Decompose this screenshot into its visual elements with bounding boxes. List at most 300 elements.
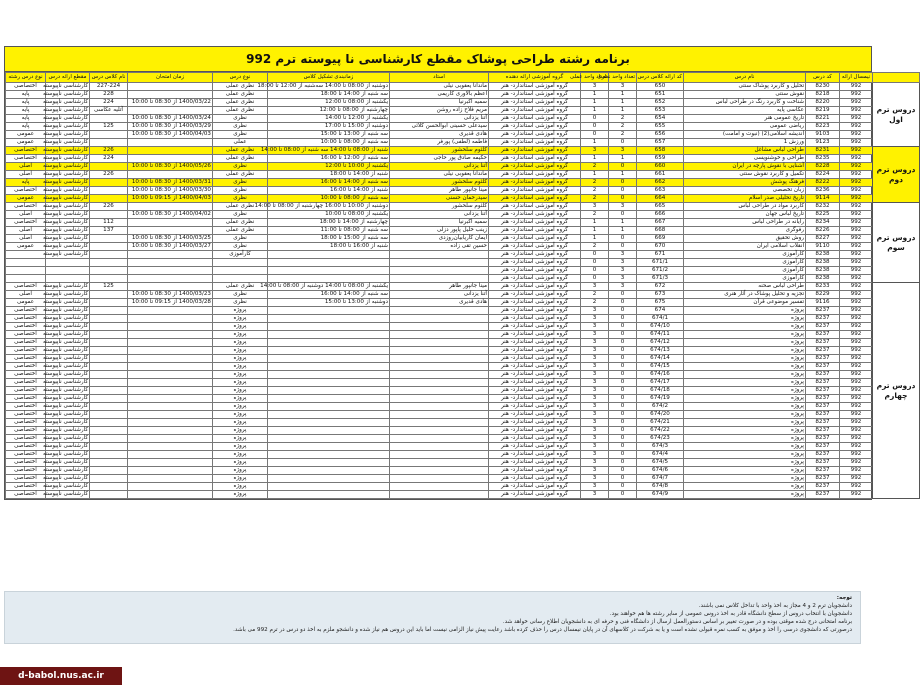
classroom-cell	[90, 243, 128, 251]
instructor-cell	[390, 347, 489, 355]
theory-units-cell: 3	[609, 267, 637, 275]
course-code-cell: 8237	[806, 451, 840, 459]
department-cell: گروه آموزشی استاندارد- هنر	[489, 115, 581, 123]
field-course-type-cell: اختصاصی	[6, 411, 46, 419]
classroom-cell	[90, 291, 128, 299]
table-row	[6, 395, 920, 403]
exam-time-cell	[128, 475, 213, 483]
instructor-cell: ماندانا یعقوبی نیلی	[390, 83, 489, 91]
department-cell: گروه آموزشی استاندارد- هنر	[489, 435, 581, 443]
class-code-cell: 672	[637, 283, 684, 291]
instructor-cell: سمیه اکبرنیا	[390, 99, 489, 107]
semester-cell: 992	[840, 427, 873, 435]
course-name-cell: تاریخ عمومی هنر	[684, 115, 806, 123]
course-type-cell: پروژه	[213, 355, 268, 363]
instructor-cell	[390, 483, 489, 491]
instructor-cell	[390, 323, 489, 331]
course-code-cell: 9123	[806, 139, 840, 147]
schedule-cell: یکشنبه از 08:00 تا 12:00	[268, 99, 390, 107]
table-row	[6, 467, 920, 475]
field-course-type-cell: اختصاصی	[6, 315, 46, 323]
schedule-cell: شنبه از 14:00 تا 18:00	[268, 171, 390, 179]
exam-time-cell: 1400/04/03 از 08:30 تا 10:00	[128, 131, 213, 139]
class-code-cell: 652	[637, 99, 684, 107]
department-cell: گروه آموزشی استاندارد- هنر	[489, 331, 581, 339]
table-row	[6, 115, 920, 123]
course-name-cell: عکاسی پایه	[684, 107, 806, 115]
exam-time-cell	[128, 171, 213, 179]
semester-cell: 992	[840, 131, 873, 139]
practical-units-cell: 3	[581, 363, 609, 371]
schedule-cell	[268, 395, 390, 403]
table-row	[6, 259, 920, 267]
semester-cell: 992	[840, 483, 873, 491]
semester-cell: 992	[840, 243, 873, 251]
class-code-cell: 673	[637, 291, 684, 299]
instructor-cell: هادی قدیری	[390, 131, 489, 139]
instructor-cell	[390, 315, 489, 323]
field-course-type-cell: اختصاصی	[6, 187, 46, 195]
course-code-cell: 8237	[806, 371, 840, 379]
classroom-cell: 226	[90, 171, 128, 179]
schedule-cell: دوشنبه از 15:00 تا 17:00	[268, 123, 390, 131]
course-type-cell: نظری عملی	[213, 219, 268, 227]
class-code-cell: 674/1	[637, 315, 684, 323]
class-code-cell: 674	[637, 307, 684, 315]
table-row	[6, 99, 920, 107]
classroom-cell	[90, 459, 128, 467]
table-row	[6, 451, 920, 459]
course-type-cell: پروژه	[213, 323, 268, 331]
course-type-cell: پروژه	[213, 403, 268, 411]
field-course-type-cell: اختصاصی	[6, 147, 46, 155]
semester-cell: 992	[840, 235, 873, 243]
schedule-cell: سه شنبه از 14:00 تا 16:00	[268, 179, 390, 187]
classroom-cell	[90, 259, 128, 267]
course-name-cell: طراحی لباس مشاغل	[684, 147, 806, 155]
degree-level-cell: کارشناسی ناپیوسته	[42, 491, 88, 497]
exam-time-cell	[128, 259, 213, 267]
semester-cell: 992	[840, 83, 873, 91]
practical-units-cell: 2	[581, 243, 609, 251]
department-cell: گروه آموزشی استاندارد- هنر	[489, 235, 581, 243]
course-type-cell: نظری	[213, 187, 268, 195]
class-code-cell: 674/12	[637, 339, 684, 347]
degree-level-cell: کارشناسی ناپیوسته	[42, 219, 88, 225]
schedule-cell: چهارشنبه از 14:00 تا 18:00	[268, 219, 390, 227]
class-code-cell: 674/18	[637, 387, 684, 395]
instructor-cell	[390, 427, 489, 435]
schedule-cell	[268, 419, 390, 427]
table-row	[6, 299, 920, 307]
theory-units-cell: 0	[609, 419, 637, 427]
exam-time-cell	[128, 155, 213, 163]
class-code-cell: 674/6	[637, 467, 684, 475]
class-code-cell: 667	[637, 219, 684, 227]
theory-units-cell: 0	[609, 307, 637, 315]
table-row	[6, 427, 920, 435]
course-code-cell: 8237	[806, 347, 840, 355]
field-course-type-cell: اصلی	[6, 171, 46, 179]
field-course-type-cell: اختصاصی	[6, 403, 46, 411]
department-cell: گروه آموزشی استاندارد- هنر	[489, 451, 581, 459]
field-course-type-cell: اختصاصی	[6, 331, 46, 339]
field-course-type-cell: اختصاصی	[6, 339, 46, 347]
instructor-cell: مینا جانپور طاهر	[390, 283, 489, 291]
exam-time-cell	[128, 355, 213, 363]
course-name-cell: پروژه	[684, 387, 806, 395]
table-row	[6, 403, 920, 411]
schedule-cell	[268, 459, 390, 467]
degree-level-cell: کارشناسی ناپیوسته	[42, 139, 88, 145]
practical-units-cell: 3	[581, 459, 609, 467]
instructor-cell: حکیمه صادق پور حاجی	[390, 155, 489, 163]
class-code-cell: 674/5	[637, 459, 684, 467]
exam-time-cell	[128, 275, 213, 283]
classroom-cell	[90, 131, 128, 139]
table-row	[6, 83, 920, 91]
instructor-cell: ماندانا یعقوبی نیلی	[390, 171, 489, 179]
course-type-cell: نظری عملی	[213, 203, 268, 211]
classroom-cell	[90, 443, 128, 451]
course-code-cell: 8237	[806, 467, 840, 475]
theory-units-cell: 0	[609, 451, 637, 459]
schedule-cell: دوشنبه از 08:00 تا 14:00 سه‌شنبه از 12:00 تا 18:00	[257, 83, 388, 89]
classroom-cell: 137	[90, 227, 128, 235]
degree-level-cell: کارشناسی ناپیوسته	[42, 187, 88, 193]
course-name-cell: زبان تخصصی	[684, 187, 806, 195]
table-row	[6, 251, 920, 259]
practical-units-cell: 3	[581, 387, 609, 395]
schedule-cell	[268, 491, 390, 499]
semester-cell: 992	[840, 291, 873, 299]
class-code-cell: 675	[637, 299, 684, 307]
course-type-cell: نظری عملی	[213, 83, 268, 91]
degree-level-cell: کارشناسی ناپیوسته	[42, 227, 88, 233]
class-code-cell: 662	[637, 179, 684, 187]
table-row	[6, 379, 920, 387]
department-cell: گروه آموزشی استاندارد- هنر	[489, 83, 581, 91]
department-cell: گروه آموزشی استاندارد- هنر	[489, 251, 581, 259]
class-code-cell: 671/2	[637, 267, 684, 275]
theory-units-cell: 0	[609, 195, 637, 203]
course-code-cell: 9103	[806, 131, 840, 139]
department-cell: گروه آموزشی استاندارد- هنر	[489, 99, 581, 107]
practical-units-cell: 1	[581, 219, 609, 227]
note-line: دانشجویان با انتخاب دروس از سطح دانشگاه قادر به اخذ دروس عمومی از سایر رشته ها هم خواهند بود.	[609, 611, 852, 617]
semester-cell: 992	[840, 139, 873, 147]
department-cell: گروه آموزشی استاندارد- هنر	[489, 339, 581, 347]
theory-units-cell: 0	[609, 403, 637, 411]
degree-level-cell: کارشناسی ناپیوسته	[42, 147, 88, 153]
schedule-cell: سه شنبه از 08:00 تا 10:00	[268, 139, 390, 147]
instructor-cell	[390, 355, 489, 363]
table-row	[6, 387, 920, 395]
semester-cell: 992	[840, 419, 873, 427]
course-type-cell: نظری عملی	[213, 155, 268, 163]
class-code-cell: 671/1	[637, 259, 684, 267]
course-code-cell: 8237	[806, 411, 840, 419]
class-code-cell: 658	[637, 147, 684, 155]
degree-level-cell: کارشناسی ناپیوسته	[42, 163, 88, 169]
course-name-cell: پروژه	[684, 467, 806, 475]
practical-units-cell: 3	[581, 475, 609, 483]
instructor-cell: زینب خلیل پاپور دزلی	[390, 227, 489, 235]
table-row	[6, 475, 920, 483]
degree-level-cell: کارشناسی ناپیوسته	[42, 91, 88, 97]
degree-level-cell: کارشناسی ناپیوسته	[42, 299, 88, 305]
column-header: زمانبندی تشکیل کلاس	[268, 73, 390, 83]
degree-level-cell: کارشناسی ناپیوسته	[42, 395, 88, 401]
classroom-cell	[90, 307, 128, 315]
theory-units-cell: 0	[609, 459, 637, 467]
classroom-cell	[90, 315, 128, 323]
term-label: دروس ترم سوم	[873, 203, 920, 283]
theory-units-cell: 3	[609, 259, 637, 267]
theory-units-cell: 0	[609, 315, 637, 323]
theory-units-cell: 0	[609, 435, 637, 443]
course-code-cell: 8224	[806, 171, 840, 179]
schedule-cell	[268, 347, 390, 355]
schedule-cell	[268, 443, 390, 451]
exam-time-cell	[128, 427, 213, 435]
practical-units-cell: 0	[581, 259, 609, 267]
degree-level-cell: کارشناسی ناپیوسته	[42, 115, 88, 121]
practical-units-cell: 3	[581, 315, 609, 323]
course-type-cell: پروژه	[213, 331, 268, 339]
degree-level-cell: کارشناسی ناپیوسته	[42, 419, 88, 425]
course-code-cell: 8237	[806, 443, 840, 451]
table-row	[6, 267, 920, 275]
schedule-cell: یکشنبه از 08:00 تا 10:00	[268, 211, 390, 219]
classroom-cell	[90, 195, 128, 203]
degree-level-cell	[46, 275, 90, 283]
course-type-cell: پروژه	[213, 491, 268, 499]
semester-cell: 992	[840, 107, 873, 115]
field-course-type-cell: اختصاصی	[6, 467, 46, 475]
exam-time-cell	[128, 307, 213, 315]
practical-units-cell: 3	[581, 147, 609, 155]
course-code-cell: 8237	[806, 459, 840, 467]
column-header: نام درس	[684, 73, 806, 83]
table-row	[6, 355, 920, 363]
course-type-cell: پروژه	[213, 371, 268, 379]
class-code-cell: 664	[637, 195, 684, 203]
schedule-cell	[268, 331, 390, 339]
table-row	[6, 315, 920, 323]
theory-units-cell: 3	[609, 147, 637, 155]
class-code-cell: 671/3	[637, 275, 684, 283]
exam-time-cell: 1400/03/23 از 08:30 تا 10:00	[128, 291, 213, 299]
degree-level-cell: کارشناسی ناپیوسته	[42, 331, 88, 337]
classroom-cell	[90, 419, 128, 427]
class-code-cell: 650	[637, 83, 684, 91]
exam-time-cell	[128, 379, 213, 387]
column-header: نام کلاس درس	[90, 73, 128, 83]
schedule-cell	[268, 259, 390, 267]
classroom-cell	[90, 427, 128, 435]
instructor-cell	[390, 331, 489, 339]
field-course-type-cell: اختصاصی	[6, 323, 46, 331]
class-code-cell: 653	[637, 107, 684, 115]
classroom-cell	[90, 435, 128, 443]
course-type-cell: پروژه	[213, 347, 268, 355]
course-type-cell: پروژه	[213, 307, 268, 315]
course-code-cell: 8234	[806, 219, 840, 227]
practical-units-cell: 3	[581, 443, 609, 451]
schedule-cell: یکشنبه از 10:00 تا 12:00	[268, 163, 390, 171]
practical-units-cell: 3	[581, 403, 609, 411]
exam-time-cell	[128, 483, 213, 491]
practical-units-cell: 3	[581, 283, 609, 291]
table-row	[6, 307, 920, 315]
semester-cell: 992	[840, 347, 873, 355]
table-row	[6, 243, 920, 251]
class-code-cell: 671	[637, 251, 684, 259]
practical-units-cell: 1	[581, 91, 609, 99]
field-course-type-cell	[6, 251, 46, 259]
classroom-cell	[90, 323, 128, 331]
practical-units-cell: 1	[581, 107, 609, 115]
class-code-cell: 674/9	[637, 491, 684, 499]
column-header: تعداد واحد نظری	[609, 73, 637, 83]
exam-time-cell	[128, 227, 213, 235]
course-name-cell: پروژه	[684, 403, 806, 411]
table-row	[6, 283, 920, 291]
course-type-cell: پروژه	[213, 459, 268, 467]
theory-units-cell: 0	[609, 467, 637, 475]
course-code-cell: 8237	[806, 435, 840, 443]
schedule-sheet	[4, 46, 916, 500]
classroom-cell	[90, 379, 128, 387]
theory-units-cell: 0	[609, 411, 637, 419]
class-code-cell: 651	[637, 91, 684, 99]
exam-time-cell: 1400/03/31 از 08:30 تا 10:00	[128, 179, 213, 187]
class-code-cell: 655	[637, 123, 684, 131]
department-cell: گروه آموزشی استاندارد- هنر	[489, 491, 581, 499]
exam-time-cell	[128, 347, 213, 355]
classroom-cell: 227-224	[90, 83, 128, 91]
semester-cell: 992	[840, 435, 873, 443]
course-type-cell: پروژه	[213, 379, 268, 387]
course-code-cell: 8235	[806, 155, 840, 163]
course-name-cell: پروژه	[684, 315, 806, 323]
theory-units-cell: 1	[609, 99, 637, 107]
practical-units-cell: 3	[581, 347, 609, 355]
theory-units-cell: 0	[609, 387, 637, 395]
course-code-cell: 8225	[806, 211, 840, 219]
degree-level-cell: کارشناسی ناپیوسته	[42, 171, 88, 177]
semester-cell: 992	[840, 147, 873, 155]
instructor-cell: کلثوم سلحشور	[390, 147, 489, 155]
class-code-cell: 674/3	[637, 443, 684, 451]
instructor-cell	[390, 443, 489, 451]
schedule-cell	[268, 323, 390, 331]
course-name-cell: ریاضی عمومی	[684, 123, 806, 131]
classroom-cell	[90, 251, 128, 259]
course-code-cell: 8237	[806, 427, 840, 435]
course-type-cell: نظری	[213, 291, 268, 299]
instructor-cell	[390, 451, 489, 459]
exam-time-cell	[128, 491, 213, 499]
theory-units-cell: 0	[609, 235, 637, 243]
theory-units-cell: 0	[609, 363, 637, 371]
course-name-cell: طراحی لباس صحنه	[684, 283, 806, 291]
field-course-type-cell: اختصاصی	[6, 419, 46, 427]
practical-units-cell: 1	[581, 227, 609, 235]
theory-units-cell: 1	[609, 219, 637, 227]
department-cell: گروه آموزشی استاندارد- هنر	[489, 187, 581, 195]
semester-cell: 992	[840, 155, 873, 163]
schedule-cell	[268, 379, 390, 387]
degree-level-cell: کارشناسی ناپیوسته	[42, 291, 88, 297]
notes-heading: توجه:	[836, 595, 852, 601]
course-name-cell: کاربرد مواد در طراحی لباس	[684, 203, 806, 211]
practical-units-cell: 0	[581, 123, 609, 131]
course-code-cell: 8219	[806, 107, 840, 115]
exam-time-cell	[128, 411, 213, 419]
course-code-cell: 8218	[806, 91, 840, 99]
field-course-type-cell: اختصاصی	[6, 307, 46, 315]
term-label: دروس ترم دوم	[873, 147, 920, 203]
course-name-cell: پروژه	[684, 307, 806, 315]
degree-level-cell: کارشناسی ناپیوسته	[42, 459, 88, 465]
site-watermark[interactable]: d-babol.nus.ac.ir	[0, 667, 122, 685]
table-row	[6, 227, 920, 235]
course-type-cell: پروژه	[213, 411, 268, 419]
course-type-cell: پروژه	[213, 387, 268, 395]
department-cell: گروه آموزشی استاندارد- هنر	[489, 107, 581, 115]
course-name-cell: تفسیر موضوعی قرآن	[684, 299, 806, 307]
course-type-cell: نظری	[213, 299, 268, 307]
classroom-cell	[90, 403, 128, 411]
field-course-type-cell: اختصاصی	[6, 483, 46, 491]
practical-units-cell: 3	[581, 203, 609, 211]
field-course-type-cell: اختصاصی	[6, 371, 46, 379]
exam-time-cell	[128, 459, 213, 467]
exam-time-cell	[128, 451, 213, 459]
instructor-cell: سمیه اکبرنیا	[390, 219, 489, 227]
instructor-cell	[390, 435, 489, 443]
department-cell: گروه آموزشی استاندارد- هنر	[489, 379, 581, 387]
course-code-cell: 8220	[806, 99, 840, 107]
practical-units-cell: 3	[581, 411, 609, 419]
course-type-cell: کارآموزی	[213, 251, 268, 259]
class-code-cell: 674/15	[637, 363, 684, 371]
instructor-cell	[390, 379, 489, 387]
class-code-cell: 674/21	[637, 419, 684, 427]
schedule-cell	[268, 355, 390, 363]
course-code-cell: 8222	[806, 179, 840, 187]
class-code-cell: 656	[637, 131, 684, 139]
course-type-cell: پروژه	[213, 475, 268, 483]
column-header: زمان امتحان	[128, 73, 213, 83]
classroom-cell: 224	[90, 99, 128, 107]
schedule-cell	[268, 251, 390, 259]
course-type-cell: پروژه	[213, 395, 268, 403]
semester-cell: 992	[840, 387, 873, 395]
course-type-cell: نظری عملی	[213, 99, 268, 107]
schedule-cell	[268, 371, 390, 379]
theory-units-cell: 0	[609, 483, 637, 491]
course-name-cell: رایانه در طراحی لباس	[684, 219, 806, 227]
theory-units-cell: 0	[609, 179, 637, 187]
course-name-cell: پروژه	[684, 443, 806, 451]
department-cell: گروه آموزشی استاندارد- هنر	[489, 411, 581, 419]
class-code-cell: 674/20	[637, 411, 684, 419]
field-course-type-cell: اختصاصی	[6, 363, 46, 371]
theory-units-cell: 0	[609, 443, 637, 451]
